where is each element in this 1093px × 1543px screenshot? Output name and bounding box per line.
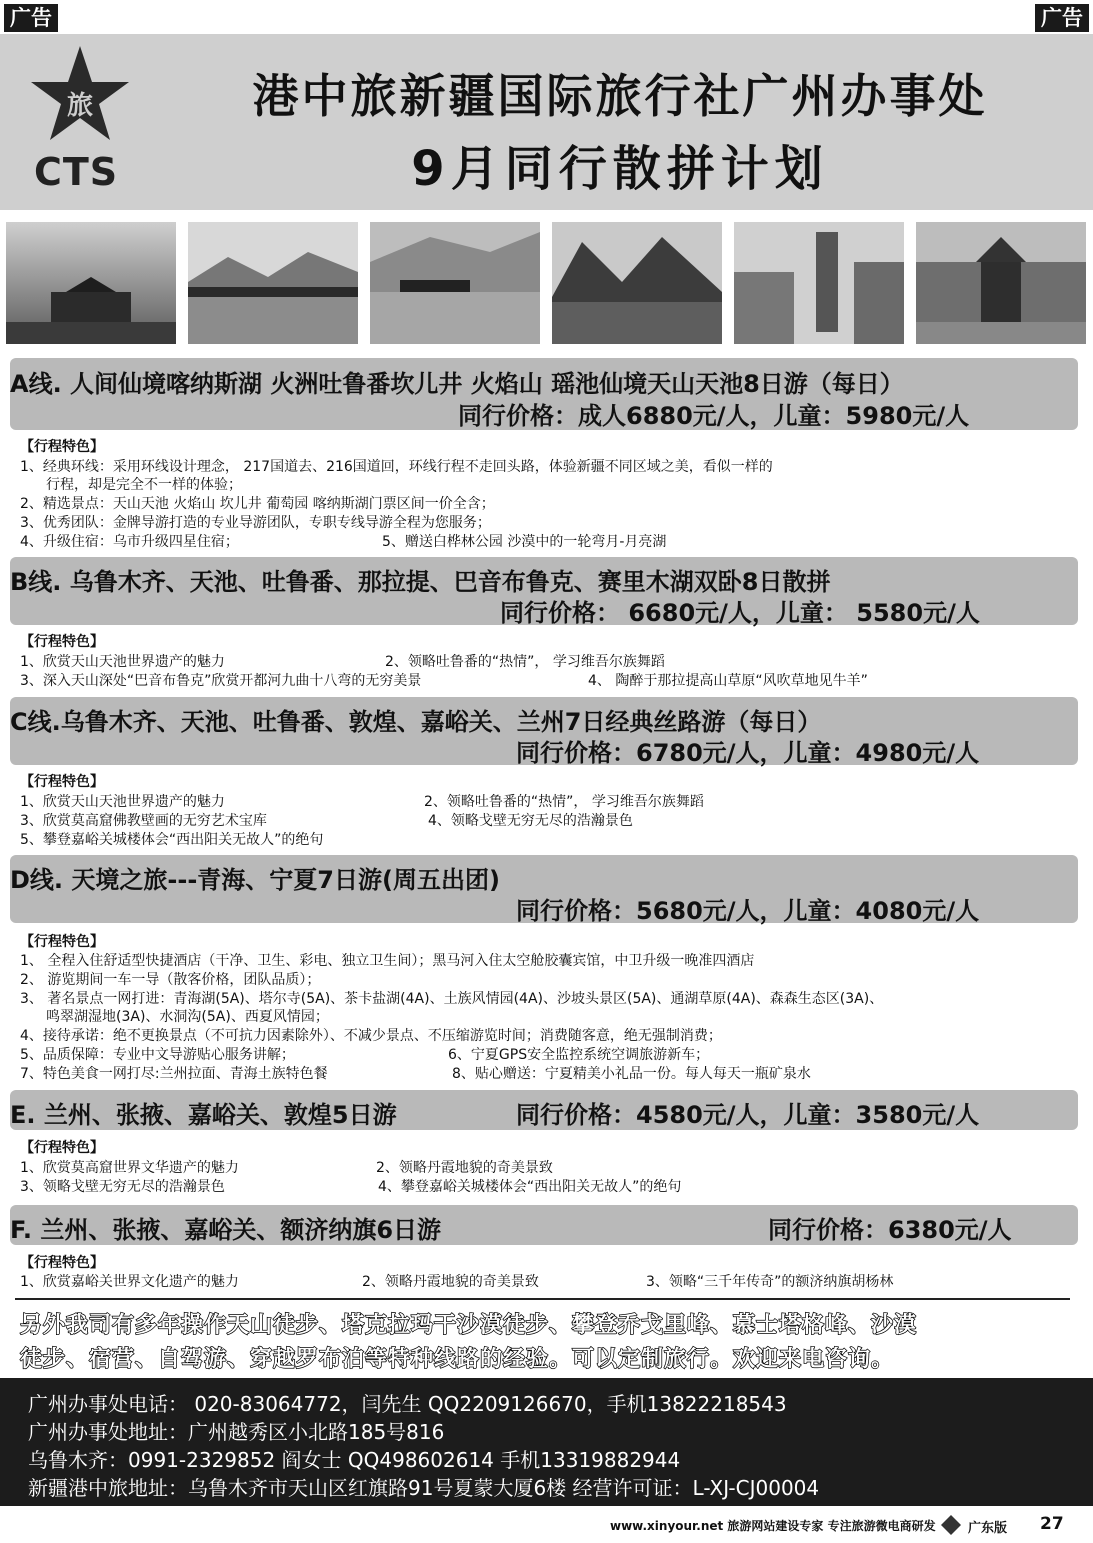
ad-tag-left: 广告 xyxy=(4,4,58,32)
logo-glyph: 旅 xyxy=(66,91,94,121)
line-b-feature: 3、深入天山深处“巴音布鲁克”欣赏开都河九曲十八弯的无穷美景 xyxy=(20,673,422,689)
line-d-feature: 7、特色美食一网打尽:兰州拉面、青海土族特色餐 xyxy=(20,1066,328,1082)
page-subtitle: 9月同行散拼计划 xyxy=(411,141,829,197)
line-f-feature: 3、领略“三千年传奇”的额济纳旗胡杨林 xyxy=(646,1274,894,1290)
line-c-feature: 4、领略戈壁无穷无尽的浩瀚景色 xyxy=(428,813,633,829)
footer-edition: 广东版 xyxy=(968,1521,1008,1536)
ad-tag-right: 广告 xyxy=(1035,4,1089,32)
photo-lake xyxy=(188,222,358,344)
line-d-feature: 8、贴心赠送：宁夏精美小礼品一份。每人每天一瓶矿泉水 xyxy=(452,1066,811,1082)
line-c-features-head: 【行程特色】 xyxy=(20,774,104,790)
line-b-price: 同行价格： 6680元/人，儿童： 5580元/人 xyxy=(500,599,980,627)
footer-site: www.xinyour.net 旅游网站建设专家 专注旅游微电商研发 xyxy=(610,1519,936,1533)
line-d-features-head: 【行程特色】 xyxy=(20,934,104,950)
line-e-feature: 4、攀登嘉峪关城楼体会“西出阳关无故人”的绝句 xyxy=(378,1179,682,1195)
line-d-feature: 3、 著名景点一网打进：青海湖(5A)、塔尔寺(5A)、茶卡盐湖(4A)、土族风情园(4A)、沙坡头景区(5A)、通湖草原(4A)、森森生态区(3A)、 xyxy=(20,991,884,1007)
line-d-feature: 1、 全程入住舒适型快捷酒店（干净、卫生、彩电、独立卫生间）；黑马河入住太空舱胶囊宾馆，中卫升级一晚准四酒店 xyxy=(20,953,755,969)
promo-line-1: 另外我司有多年操作天山徒步、塔克拉玛干沙漠徒步、攀登乔戈里峰、慕士塔格峰、沙漠 xyxy=(20,1313,918,1338)
line-c-feature: 2、领略吐鲁番的“热情”， 学习维吾尔族舞蹈 xyxy=(424,794,704,810)
line-a-feature: 5、赠送白桦林公园 沙漠中的一轮弯月-月亮湖 xyxy=(382,534,667,550)
line-d-feature: 4、接待承诺：绝不更换景点（不可抗力因素除外）、不减少景点、不压缩游览时间；消费随客意，绝无强制消费； xyxy=(20,1028,722,1044)
footer-logo-icon xyxy=(940,1514,962,1536)
page-title: 港中旅新疆国际旅行社广州办事处 xyxy=(252,69,988,123)
photo-fortress xyxy=(6,222,176,344)
line-e-feature: 1、欣赏莫高窟世界文华遗产的魅力 xyxy=(20,1160,239,1176)
line-b-feature: 4、 陶醉于那拉提高山草原“风吹草地见牛羊” xyxy=(588,673,868,689)
line-d-feature: 2、 游览期间一车一导（散客价格，团队品质）； xyxy=(20,972,321,988)
line-a-feature: 2、精选景点：天山天池 火焰山 坎儿井 葡萄园 喀纳斯湖门票区间一价全含； xyxy=(20,496,495,512)
line-c-title: C线.乌鲁木齐、天池、吐鲁番、敦煌、嘉峪关、兰州7日经典丝路游（每日） xyxy=(10,708,822,736)
line-c-feature: 5、攀登嘉峪关城楼体会“西出阳关无故人”的绝句 xyxy=(20,832,324,848)
line-b-feature: 2、领略吐鲁番的“热情”， 学习维吾尔族舞蹈 xyxy=(385,654,665,670)
contact-phone: 广州办事处电话： 020-83064772，闫先生 QQ2209126670，手机13822218543 xyxy=(28,1392,787,1416)
line-f-title: F. 兰州、张掖、嘉峪关、额济纳旗6日游 xyxy=(10,1216,442,1244)
line-a-price: 同行价格：成人6880元/人，儿童：5980元/人 xyxy=(458,402,970,430)
line-a-title: A线. 人间仙境喀纳斯湖 火洲吐鲁番坎儿井 火焰山 瑶池仙境天山天池8日游（每日） xyxy=(10,370,904,398)
line-e-features-head: 【行程特色】 xyxy=(20,1140,104,1156)
line-d-feature: 6、宁夏GPS安全监控系统空调旅游新车； xyxy=(448,1047,710,1063)
logo-text: CTS xyxy=(34,150,119,194)
line-a-feature: 行程，却是完全不一样的体验； xyxy=(46,477,242,493)
line-e-price: 同行价格：4580元/人，儿童：3580元/人 xyxy=(516,1101,980,1129)
photo-minaret xyxy=(734,222,904,344)
line-d-feature: 5、品质保障：专业中文导游贴心服务讲解； xyxy=(20,1047,295,1063)
line-a-features-head: 【行程特色】 xyxy=(20,439,104,455)
line-e-feature: 2、领略丹霞地貌的奇美景致 xyxy=(376,1160,553,1176)
line-f-feature: 1、欣赏嘉峪关世界文化遗产的魅力 xyxy=(20,1274,239,1290)
line-d-price: 同行价格：5680元/人，儿童：4080元/人 xyxy=(516,897,980,925)
line-c-feature: 1、欣赏天山天池世界遗产的魅力 xyxy=(20,794,225,810)
line-f-feature: 2、领略丹霞地貌的奇美景致 xyxy=(362,1274,539,1290)
line-b-title: B线. 乌鲁木齐、天池、吐鲁番、那拉提、巴音布鲁克、赛里木湖双卧8日散拼 xyxy=(10,568,831,596)
line-b-feature: 1、欣赏天山天池世界遗产的魅力 xyxy=(20,654,225,670)
line-a-feature: 3、优秀团队：金牌导游打造的专业导游团队，专职专线导游全程为您服务； xyxy=(20,515,491,531)
line-f-features-head: 【行程特色】 xyxy=(20,1255,104,1271)
contact-address: 广州办事处地址：广州越秀区小北路185号816 xyxy=(28,1420,445,1444)
photo-strip xyxy=(6,222,1088,346)
line-b-features-head: 【行程特色】 xyxy=(20,634,104,650)
line-e-title: E. 兰州、张掖、嘉峪关、敦煌5日游 xyxy=(10,1101,397,1129)
photo-mogao-caves xyxy=(916,222,1086,344)
line-a-feature: 4、升级住宿：乌市升级四星住宿； xyxy=(20,534,239,550)
photo-mountain-lake xyxy=(552,222,722,344)
line-f-price: 同行价格：6380元/人 xyxy=(768,1216,1012,1244)
line-d-title: D线. 天境之旅---青海、宁夏7日游(周五出团) xyxy=(10,866,500,894)
line-c-price: 同行价格：6780元/人，儿童：4980元/人 xyxy=(516,739,980,767)
promo-line-2: 徒步、宿营、自驾游、穿越罗布泊等特种线路的经验。可以定制旅行。欢迎来电咨询。 xyxy=(20,1347,895,1372)
contact-urumqi: 乌鲁木齐：0991-2329852 阎女士 QQ498602614 手机13319882944 xyxy=(28,1448,681,1472)
contact-hq-address: 新疆港中旅地址：乌鲁木齐市天山区红旗路91号夏蒙大厦6楼 经营许可证：L-XJ-CJ00004 xyxy=(28,1476,820,1500)
line-c-feature: 3、欣赏莫高窟佛教壁画的无穷艺术宝库 xyxy=(20,813,267,829)
page-number: 27 xyxy=(1040,1514,1064,1534)
line-a-feature: 1、经典环线：采用环线设计理念， 217国道去、216国道回，环线行程不走回头路，体验新疆不同区域之美，看似一样的 xyxy=(20,459,773,475)
section-divider xyxy=(15,1298,1070,1300)
photo-desert-camels xyxy=(370,222,540,344)
line-d-feature: 鸣翠湖湿地(3A)、水洞沟(5A)、西夏风情园； xyxy=(46,1009,329,1025)
line-e-feature: 3、领略戈壁无穷无尽的浩瀚景色 xyxy=(20,1179,225,1195)
